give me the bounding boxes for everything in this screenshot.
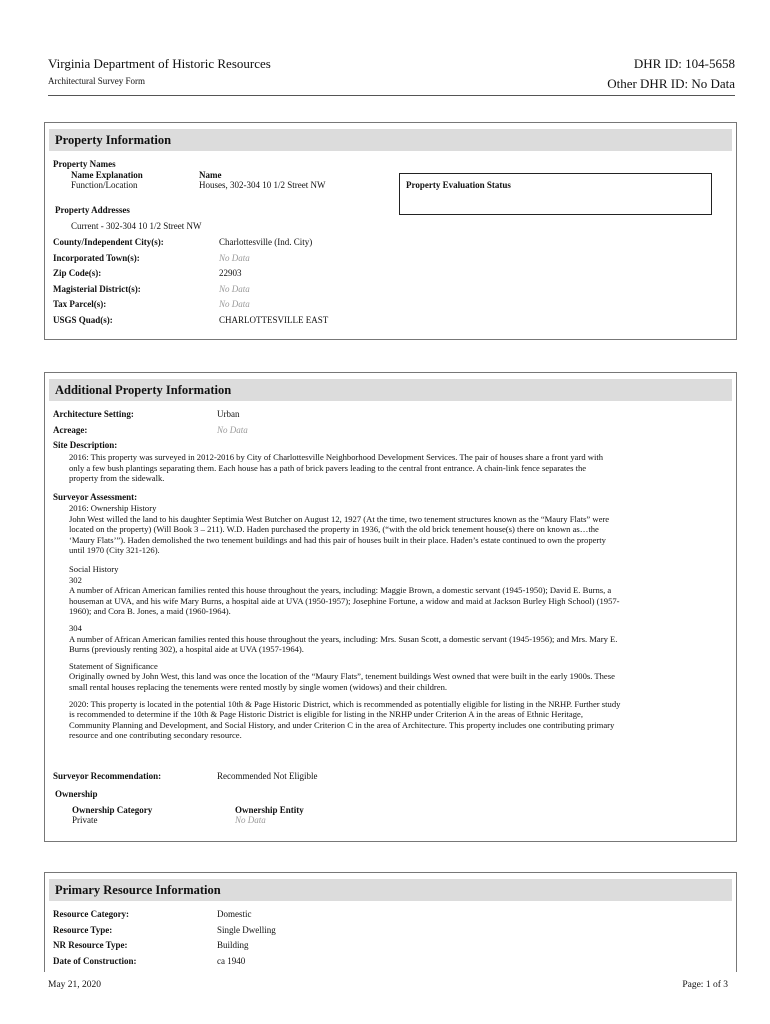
footer-date: May 21, 2020 bbox=[48, 980, 102, 990]
nr-resource-type-value: Building bbox=[217, 940, 249, 950]
resource-category-label: Resource Category: bbox=[53, 909, 130, 919]
organization-name: Virginia Department of Historic Resources bbox=[48, 56, 271, 71]
ownership-entity-value: No Data bbox=[235, 815, 266, 825]
name-explanation-label: Name Explanation bbox=[71, 170, 143, 180]
ownership-category-label: Ownership Category bbox=[72, 805, 153, 815]
name-explanation-value: Function/Location bbox=[71, 180, 138, 190]
assessment-2020-text: 2020: This property is located in the potential 10th & Page Historic District, which is recommended as potentially eligible for listing in the NRHP. Further study is recommended to determine if the 10th & Page Historic District is eligible for listing in the NRHP under Criterion A in the areas of Ethnic Heritage, Community Planning and Development, and Social History, and under Criterion C in the area of Architecture. This property includes one contributing primary resource and one contributing secondary resource. bbox=[69, 698, 621, 741]
ownership-label: Ownership bbox=[55, 789, 98, 799]
section-title: Primary Resource Information bbox=[49, 879, 732, 901]
ownership-history-text: John West willed the land to his daughter Septimia West Butcher on August 12, 1927 (At the time, two tenement structures known as the “Maury Flats” were located on the property) (Will Book 3 – 211). W.D. Haden purchased the property in 1936, (“with the old brick tenement house(s) there on known as…the ‘Maury Flats’”). Haden demolished the two tenement buildings and had this pair of houses built in their place. Haden’s estate continued to own the property until 1970 (City 321-126). bbox=[69, 513, 610, 556]
resource-type-value: Single Dwelling bbox=[217, 925, 276, 935]
additional-property-section bbox=[44, 372, 737, 842]
tax-parcel-value: No Data bbox=[219, 299, 250, 309]
date-of-construction-label: Date of Construction: bbox=[53, 956, 137, 966]
footer-page-number: Page: 1 of 3 bbox=[682, 980, 728, 990]
ownership-entity-label: Ownership Entity bbox=[235, 805, 304, 815]
significance-text: Originally owned by John West, this land was once the location of the “Maury Flats”, tenement buildings West owned that were built in the early 1900s. These small rental houses replacing the tenements were rented mostly by single women (widows) and their children. bbox=[69, 671, 615, 692]
acreage-label: Acreage: bbox=[53, 425, 88, 435]
tax-parcel-label: Tax Parcel(s): bbox=[53, 299, 107, 309]
town-value: No Data bbox=[219, 253, 250, 263]
magisterial-value: No Data bbox=[219, 284, 250, 294]
architecture-setting-value: Urban bbox=[217, 409, 240, 419]
site-description-text: 2016: This property was surveyed in 2012-2016 by City of Charlottesville Neighborhood Development Services. The pair of houses share a front yard with only a few bush plantings separating them. Each house has a path of brick pavers leading to the central front entrance. A chain-link fence separates the property from the sidewalk. bbox=[69, 452, 604, 484]
surveyor-recommendation-value: Recommended Not Eligible bbox=[217, 771, 318, 781]
form-name: Architectural Survey Form bbox=[48, 76, 145, 86]
nr-resource-type-label: NR Resource Type: bbox=[53, 940, 128, 950]
usgs-quad-value: CHARLOTTESVILLE EAST bbox=[219, 315, 329, 325]
social-history-302-text: A number of African American families rented this house throughout the years, including: Maggie Brown, a domestic servant (1945-1950); David E. Burns, a houseman at UVA, and his wife Mary Burns, a hospital aide at UVA (1950-1957); Josephine Fortune, a widow and maid at Jackson Burley High School) (1957-1960); and Cora B. Jones, a maid (1960-1964). bbox=[69, 585, 620, 617]
social-history-heading: Social History bbox=[69, 563, 119, 574]
ownership-category-value: Private bbox=[72, 815, 98, 825]
social-history-304-heading: 304 bbox=[69, 622, 82, 633]
section-title: Property Information bbox=[49, 129, 732, 151]
name-label: Name bbox=[199, 170, 222, 180]
evaluation-status-box bbox=[399, 173, 712, 215]
evaluation-status-label: Property Evaluation Status bbox=[406, 180, 511, 190]
other-dhr-id: Other DHR ID: No Data bbox=[607, 76, 735, 91]
address-value: Current - 302-304 10 1/2 Street NW bbox=[71, 221, 202, 231]
site-description-label: Site Description: bbox=[53, 440, 118, 450]
section-title: Additional Property Information bbox=[49, 379, 732, 401]
acreage-value: No Data bbox=[217, 425, 248, 435]
surveyor-recommendation-label: Surveyor Recommendation: bbox=[53, 771, 162, 781]
social-history-302-heading: 302 bbox=[69, 574, 82, 585]
date-of-construction-value: ca 1940 bbox=[217, 956, 246, 966]
resource-type-label: Resource Type: bbox=[53, 925, 113, 935]
town-label: Incorporated Town(s): bbox=[53, 253, 140, 263]
architecture-setting-label: Architecture Setting: bbox=[53, 409, 134, 419]
header-divider bbox=[48, 95, 735, 96]
social-history-304-text: A number of African American families rented this house throughout the years, including: Mrs. Susan Scott, a domestic servant (1945-1956); and Mrs. Mary E. Burns (previously renting 302), a hospital aide at UVA (1957-1964). bbox=[69, 633, 618, 655]
resource-category-value: Domestic bbox=[217, 909, 252, 919]
significance-heading: Statement of Significance bbox=[69, 660, 158, 671]
zip-value: 22903 bbox=[219, 268, 242, 278]
surveyor-assessment-text bbox=[69, 503, 622, 747]
usgs-quad-label: USGS Quad(s): bbox=[53, 315, 113, 325]
property-names-label: Property Names bbox=[53, 159, 116, 169]
dhr-id: DHR ID: 104-5658 bbox=[633, 56, 735, 71]
county-label: County/Independent City(s): bbox=[53, 237, 164, 247]
property-information-section bbox=[44, 122, 737, 340]
surveyor-assessment-label: Surveyor Assessment: bbox=[53, 492, 138, 502]
zip-label: Zip Code(s): bbox=[53, 268, 102, 278]
county-value: Charlottesville (Ind. City) bbox=[219, 237, 313, 247]
ownership-history-heading: 2016: Ownership History bbox=[69, 503, 157, 513]
name-value: Houses, 302-304 10 1/2 Street NW bbox=[199, 180, 326, 190]
magisterial-label: Magisterial District(s): bbox=[53, 284, 141, 294]
primary-resource-section bbox=[44, 872, 737, 972]
property-addresses-label: Property Addresses bbox=[55, 205, 130, 215]
